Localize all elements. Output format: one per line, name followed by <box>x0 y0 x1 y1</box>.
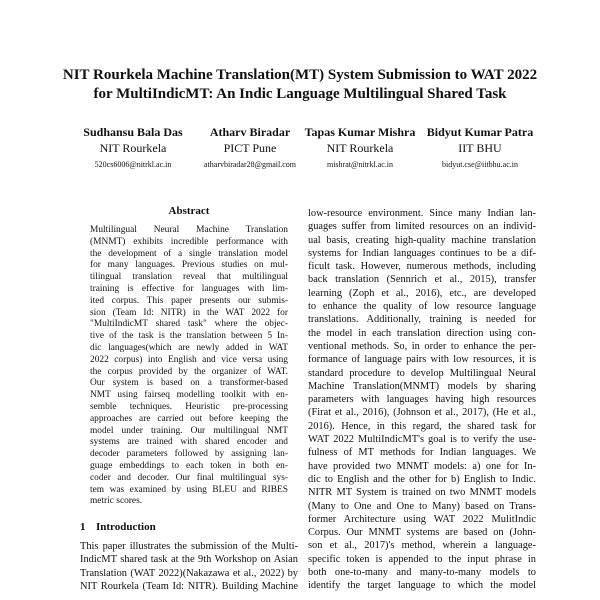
introduction-heading <box>80 520 298 534</box>
author-3 <box>300 124 420 171</box>
author-name: Tapas Kumar Mishra <box>304 125 416 139</box>
text-line: dic to English and the other for b) English to Indic. <box>308 473 536 485</box>
author-name: Bidyut Kumar Patra <box>426 125 534 139</box>
author-name: Sudhansu Bala Das <box>83 125 183 139</box>
text-line: "MultiIndicMT shared task" where the objec- <box>90 319 288 330</box>
text-line: low-resource environment. Since many Indian lan- <box>308 208 536 219</box>
author-affiliation: NIT Rourkela <box>99 141 167 155</box>
text-line: semble techniques. Heuristic pre-processing <box>90 401 288 412</box>
text-line: (Firat et al., 2016), (Johnson et al., 2017), (He et al., <box>308 407 536 419</box>
text-line: formance of language pairs with low resources, it is <box>308 354 536 366</box>
author-name: Atharv Biradar <box>209 125 291 139</box>
section-number: 1 <box>80 521 86 534</box>
text-line: the development of a single translation model <box>90 248 288 259</box>
text-line: metric scores. <box>90 496 143 507</box>
author-affiliation: NIT Rourkela <box>326 141 394 155</box>
text-line: fulness of MT methods for Indian languages. We <box>308 447 536 459</box>
text-line: approaches are carried out before keeping the <box>90 413 288 424</box>
text-line: son et al., 2017)'s method, wherein a language- <box>308 540 536 552</box>
text-line: ventional methods. So, in order to enhance the per- <box>308 340 536 352</box>
text-line: NMT using fairseq modelling toolkit with en- <box>90 390 288 401</box>
text-line: 2022 corpus) into English and vice versa using <box>90 354 288 365</box>
text-line: parameters with languages having high resources <box>308 394 536 406</box>
text-line: have provided two MNMT models: a) one for In- <box>308 460 536 472</box>
text-line: sion (Team Id: NITR) in the WAT 2022 for <box>90 307 288 318</box>
text-line: training is effective for languages with lim- <box>90 283 288 294</box>
text-line: Translation (WAT 2022)(Nakazawa et al., 2022) by <box>80 567 298 579</box>
text-line: tem was examined by using BLEU and RIBES <box>90 484 288 495</box>
text-line: guages suffer from limited resources on an individ- <box>308 221 536 233</box>
text-line: identify the target language to which the model <box>308 580 536 592</box>
author-email: 520cs6006@nitrkl.ac.in <box>94 160 172 169</box>
abstract-body <box>90 225 288 508</box>
text-line: This paper illustrates the submission of the Multi- <box>80 541 298 553</box>
text-line: tilingual translation reveal that multilingual <box>90 272 288 283</box>
text-line: decoder parameters followed by assigning lan- <box>90 449 288 460</box>
text-line: systems for Indian languages continues to be a dif- <box>308 247 536 259</box>
text-line: Multilingual Neural Machine Translation <box>90 225 288 235</box>
author-email: mishrat@nitrkl.ac.in <box>326 160 394 169</box>
text-line: systems are trained with shared encoder and <box>90 437 288 448</box>
text-line: dic languages(which are newly added in WAT <box>90 342 288 353</box>
left-column <box>80 204 298 593</box>
text-line: NITR MT System is trained on two MNMT models <box>308 487 536 499</box>
right-column <box>308 207 536 593</box>
text-line: NIT Rourkela (Team Id: NITR). Building Machine <box>80 581 298 593</box>
text-line: standard procedure to develop Multilingual Neural <box>308 367 536 379</box>
abstract-heading: Abstract <box>168 205 210 217</box>
section-title: Introduction <box>96 521 156 534</box>
author-email: bidyut.cse@iitbhu.ac.in <box>441 160 519 169</box>
text-line: Machine Translation(MNMT) models by sharing <box>308 380 536 392</box>
text-line: former Architecture using WAT 2022 MulitIndic <box>308 513 536 525</box>
text-line: the model in each translation direction using con- <box>308 327 536 339</box>
text-line: WAT 2022 MultiIndicMT's goal is to verify the use- <box>308 434 536 446</box>
text-line: ual basis, creating high-quality machine translation <box>308 234 536 246</box>
text-line: to enhance the quality of low resource language <box>308 301 536 313</box>
text-line: (MNMT) exhibits incredible performance with <box>90 236 288 247</box>
text-line: 2016). Hence, in this regard, the shared task for <box>308 420 536 432</box>
text-line: tive of the task is the translation between 5 In- <box>90 331 288 342</box>
author-email: atharvbiradar28@gmail.com <box>204 160 296 169</box>
text-line: back translation (Sennrich et al., 2015), transfer <box>308 274 536 286</box>
text-line: Corpus. Our MNMT systems are based on (John- <box>308 527 536 539</box>
author-affiliation: IIT BHU <box>458 141 502 155</box>
text-line: IndicMT shared task at the 9th Workshop on Asian <box>80 554 298 566</box>
text-line: translations. Additionally, training is needed for <box>308 314 536 326</box>
text-line: specific token is appended to the input phrase in <box>308 553 536 565</box>
text-line: both one-to-many and many-to-many models to <box>308 567 536 579</box>
text-line: learning (Zoph et al., 2016), etc., are developed <box>308 287 536 299</box>
text-line: for many languages. Previous studies on mul- <box>90 260 288 271</box>
title-line-1: NIT Rourkela Machine Translation(MT) System Submission to WAT 2022 <box>62 67 538 83</box>
author-2 <box>185 124 315 171</box>
author-affiliation: PICT Pune <box>223 141 277 155</box>
paper-title <box>40 66 560 104</box>
text-line: guage embeddings to each token in both en- <box>90 460 288 471</box>
text-line: Our system is based on a transformer-based <box>90 378 288 389</box>
text-line: the corpus provided by the organizer of WAT. <box>90 366 288 377</box>
title-line-2: for MultiIndicMT: An Indic Language Multilingual Shared Task <box>93 86 507 102</box>
introduction-body <box>80 540 298 593</box>
text-line: ited corpus. This paper presents our submis- <box>90 295 288 306</box>
text-line: (Many to One and One to Many) based on Trans- <box>308 500 536 512</box>
text-line: model under training. Our multilingual NMT <box>90 425 288 436</box>
author-4 <box>410 124 550 171</box>
text-line: coder and decoder. Our final multilingual sys- <box>90 472 288 483</box>
text-line: ficult task. However, numerous methods, including <box>308 261 536 273</box>
